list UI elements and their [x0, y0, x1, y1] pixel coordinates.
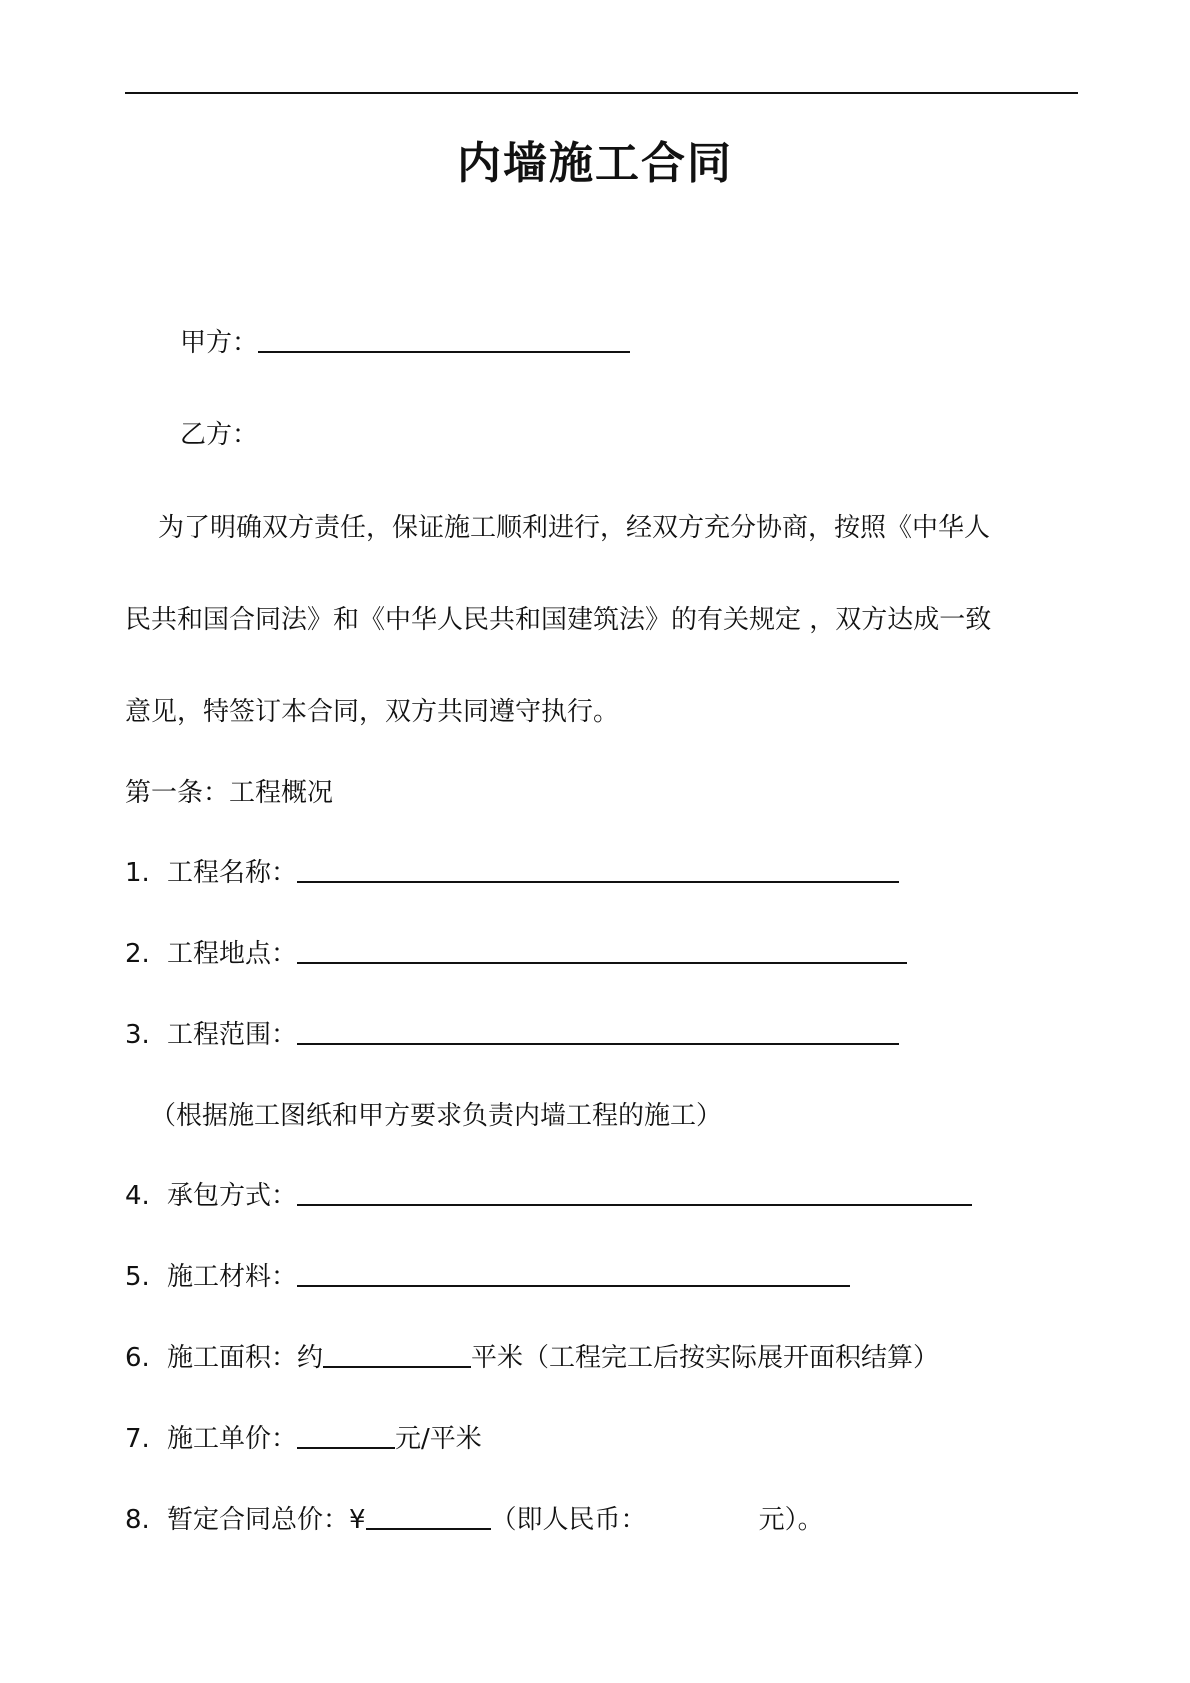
item-label: 工程地点：	[167, 939, 298, 969]
party-a-line	[180, 323, 630, 363]
item-number: 8.	[125, 1505, 150, 1535]
item-total-price	[125, 1500, 824, 1540]
party-b-line	[180, 415, 258, 455]
item-area	[125, 1338, 939, 1378]
project-scope-blank[interactable]	[297, 1015, 899, 1045]
item-number: 5.	[125, 1262, 150, 1292]
item-suffix: 元/平米	[395, 1424, 482, 1454]
total-price-blank[interactable]	[366, 1500, 491, 1530]
item-label: 施工单价：	[167, 1424, 298, 1454]
item-number: 7.	[125, 1424, 150, 1454]
item-number: 1.	[125, 858, 150, 888]
project-location-blank[interactable]	[297, 934, 907, 964]
item-label: 工程名称：	[167, 858, 298, 888]
item-suffix: 元）。	[758, 1505, 824, 1535]
item-project-name	[125, 853, 899, 893]
area-blank[interactable]	[323, 1338, 471, 1368]
preamble-line-3: 意见，特签订本合同，双方共同遵守执行。	[125, 697, 620, 727]
contract-mode-blank[interactable]	[297, 1176, 972, 1206]
item-number: 4.	[125, 1181, 150, 1211]
item-label: 施工面积：约	[167, 1343, 324, 1373]
item-label: 施工材料：	[167, 1262, 298, 1292]
scope-note: （根据施工图纸和甲方要求负责内墙工程的施工）	[150, 1101, 723, 1131]
preamble-line-1: 为了明确双方责任，保证施工顺利进行，经双方充分协商，按照《中华人	[158, 513, 991, 543]
item-middle: （即人民币：	[490, 1505, 647, 1535]
item-contract-mode	[125, 1176, 972, 1216]
item-label: 暂定合同总价：¥	[167, 1505, 366, 1535]
party-a-blank[interactable]	[258, 323, 630, 353]
materials-blank[interactable]	[297, 1257, 850, 1287]
party-a-label: 甲方：	[180, 328, 259, 358]
item-suffix: 平米（工程完工后按实际展开面积结算）	[471, 1343, 940, 1373]
document-title: 内墙施工合同	[457, 138, 733, 189]
item-number: 2.	[125, 939, 150, 969]
header-rule	[125, 92, 1078, 94]
party-b-label: 乙方：	[180, 420, 259, 450]
item-unit-price	[125, 1419, 482, 1459]
item-project-scope	[125, 1015, 899, 1055]
item-number: 6.	[125, 1343, 150, 1373]
project-name-blank[interactable]	[297, 853, 899, 883]
item-project-location	[125, 934, 907, 974]
item-number: 3.	[125, 1020, 150, 1050]
unit-price-blank[interactable]	[297, 1419, 395, 1449]
item-materials	[125, 1257, 850, 1297]
article-one-heading: 第一条：工程概况	[125, 778, 334, 808]
item-label: 承包方式：	[167, 1181, 298, 1211]
preamble-line-2: 民共和国合同法》和《中华人民共和国建筑法》的有关规定 ，双方达成一致	[125, 605, 992, 635]
item-label: 工程范围：	[167, 1020, 298, 1050]
